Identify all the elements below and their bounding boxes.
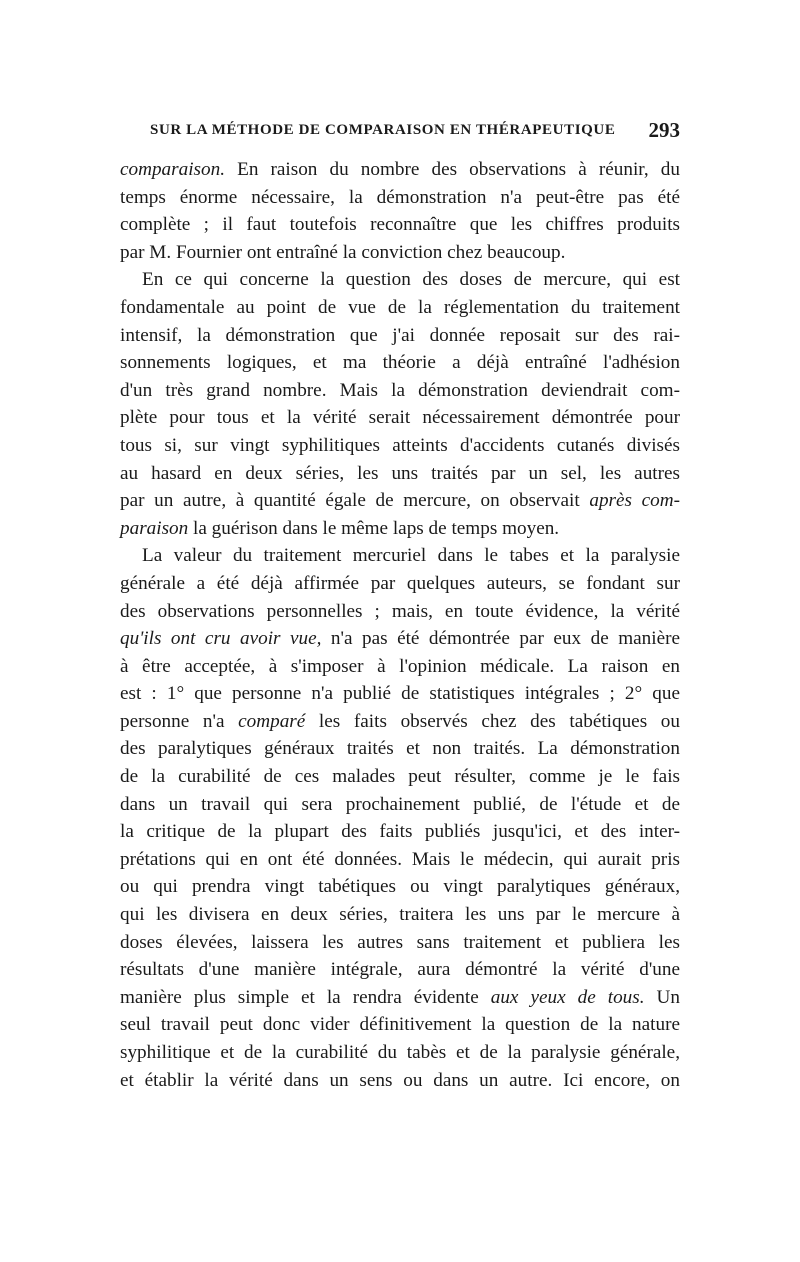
running-head (120, 118, 680, 148)
text-line (120, 735, 680, 763)
italic-text-segment: comparé (238, 710, 306, 732)
body-text (120, 156, 680, 1094)
text-line (120, 598, 680, 626)
text-segment: par un autre, à quantité égale de mercure, on observait (120, 490, 590, 512)
text-line (120, 818, 680, 846)
text-line (120, 625, 680, 653)
text-segment: n'a pas été démontrée par eux de manière (321, 628, 680, 650)
text-line (120, 432, 680, 460)
text-line (120, 266, 680, 294)
text-line (120, 211, 680, 239)
text-line (120, 239, 680, 267)
text-line (120, 680, 680, 708)
text-line (120, 791, 680, 819)
text-segment: En ce qui concerne la question des doses de mercure, qui est (142, 269, 680, 291)
text-segment: ou qui prendra vingt tabétiques ou vingt paralytiques généraux, (120, 876, 680, 898)
text-line (120, 156, 680, 184)
text-line (120, 708, 680, 736)
text-segment: générale a été déjà affirmée par quelques auteurs, se fondant sur (120, 572, 680, 594)
text-segment: des observations personnelles ; mais, en toute évidence, la vérité (120, 600, 680, 622)
text-line (120, 653, 680, 681)
text-segment: au hasard en deux séries, les uns traités par un sel, les autres (120, 462, 680, 484)
text-segment: et établir la vérité dans un sens ou dans un autre. Ici encore, on (120, 1069, 680, 1091)
text-segment: complète ; il faut toutefois reconnaître que les chiffres produits (120, 214, 680, 236)
text-line (120, 487, 680, 515)
italic-text-segment: comparaison. (120, 159, 225, 180)
text-line (120, 542, 680, 570)
text-line (120, 763, 680, 791)
text-segment: de la curabilité de ces malades peut résulter, comme je le fais (120, 766, 680, 788)
italic-text-segment: après com- (589, 490, 680, 512)
text-line (120, 322, 680, 350)
text-segment: seul travail peut donc vider définitivement la question de la nature (120, 1014, 680, 1036)
text-line (120, 873, 680, 901)
running-head-title: SUR LA MÉTHODE DE COMPARAISON EN THÉRAPEUTIQUE (150, 122, 616, 138)
text-line (120, 349, 680, 377)
text-line (120, 570, 680, 598)
text-line (120, 1011, 680, 1039)
text-line (120, 1067, 680, 1095)
text-segment: dans un travail qui sera prochainement publié, de l'étude et de (120, 793, 680, 815)
text-segment: est : 1° que personne n'a publié de statistiques intégrales ; 2° que (120, 683, 680, 705)
text-segment: par M. Fournier ont entraîné la conviction chez beaucoup. (120, 241, 566, 263)
text-line (120, 404, 680, 432)
text-line (120, 460, 680, 488)
text-line (120, 901, 680, 929)
text-line (120, 929, 680, 957)
text-segment: fondamentale au point de vue de la réglementation du traitement (120, 296, 680, 318)
text-line (120, 1039, 680, 1067)
text-line (120, 515, 680, 543)
text-segment: résultats d'une manière intégrale, aura démontré la vérité d'une (120, 959, 680, 981)
text-segment: qui les divisera en deux séries, traitera les uns par le mercure à (120, 904, 680, 926)
italic-text-segment: aux yeux de tous. (490, 986, 645, 1008)
text-segment: manière plus simple et la rendra évidente (120, 986, 491, 1008)
text-line (120, 846, 680, 874)
text-segment: d'un très grand nombre. Mais la démonstration deviendrait com- (120, 379, 680, 401)
text-line (120, 184, 680, 212)
text-segment: temps énorme nécessaire, la démonstration n'a peut-être pas été (120, 186, 680, 208)
italic-text-segment: paraison (120, 517, 189, 539)
text-segment: plète pour tous et la vérité serait nécessairement démontrée pour (120, 407, 680, 429)
page-number: 293 (648, 118, 680, 142)
text-segment: la guérison dans le même laps de temps moyen. (188, 517, 560, 539)
italic-text-segment: qu'ils ont cru avoir vue, (120, 628, 322, 650)
text-line (120, 294, 680, 322)
text-line (120, 956, 680, 984)
text-line (120, 984, 680, 1012)
text-segment: syphilitique et de la curabilité du tabès et de la paralysie générale, (120, 1042, 680, 1063)
text-segment: à être acceptée, à s'imposer à l'opinion médicale. La raison en (120, 655, 680, 677)
text-segment: intensif, la démonstration que j'ai donnée reposait sur des rai- (120, 324, 680, 346)
text-segment: Un (644, 986, 680, 1008)
text-line (120, 377, 680, 405)
text-segment: prétations qui en ont été données. Mais le médecin, qui aurait pris (120, 848, 680, 870)
text-segment: En raison du nombre des observations à réunir, du (225, 159, 680, 180)
text-segment: tous si, sur vingt syphilitiques atteints d'accidents cutanés divisés (120, 434, 680, 456)
text-segment: les faits observés chez des tabétiques ou (305, 710, 680, 732)
text-segment: doses élevées, laissera les autres sans traitement et publiera les (120, 931, 680, 953)
text-segment: La valeur du traitement mercuriel dans le tabes et la paralysie (142, 545, 680, 567)
text-segment: la critique de la plupart des faits publiés jusqu'ici, et des inter- (120, 821, 680, 843)
text-segment: des paralytiques généraux traités et non traités. La démonstration (120, 738, 680, 760)
text-segment: sonnements logiques, et ma théorie a déjà entraîné l'adhésion (120, 352, 680, 374)
text-segment: personne n'a (120, 710, 239, 732)
